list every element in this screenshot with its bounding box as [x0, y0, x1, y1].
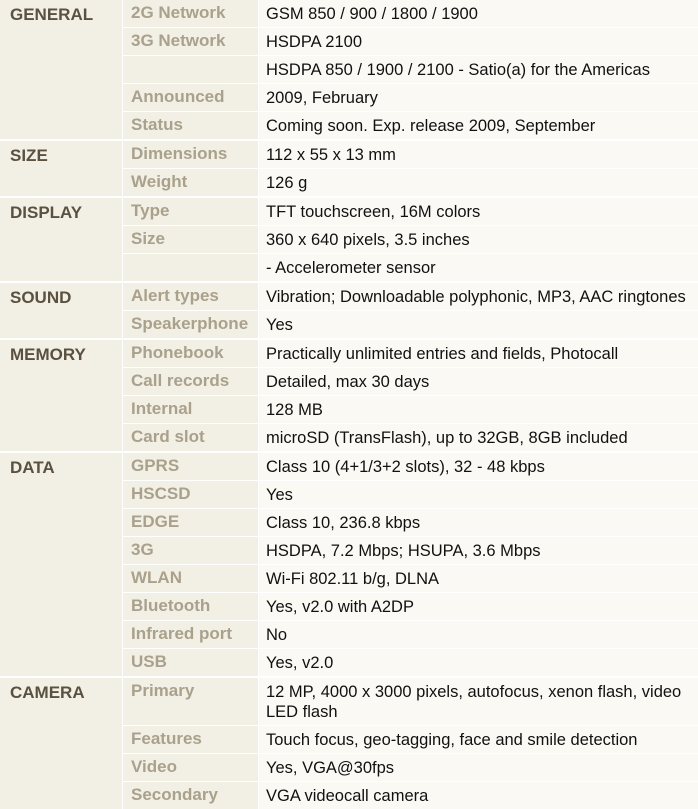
spec-value: 2009, February: [259, 84, 698, 111]
spec-label: Primary: [123, 678, 259, 725]
spec-rows: [123, 678, 698, 809]
spec-label: Size: [123, 226, 259, 253]
spec-row: [123, 83, 698, 111]
spec-rows: [123, 283, 698, 338]
spec-row: [123, 0, 698, 27]
category-label: GENERAL: [0, 0, 123, 139]
category-label: DISPLAY: [0, 198, 123, 281]
spec-row: [123, 27, 698, 55]
spec-value: HSDPA 850 / 1900 / 2100 - Satio(a) for the Americas: [259, 56, 698, 83]
spec-row: [123, 648, 698, 676]
spec-value: GSM 850 / 900 / 1800 / 1900: [259, 0, 698, 27]
spec-label: WLAN: [123, 565, 259, 592]
spec-row: [123, 340, 698, 367]
spec-label: Infrared port: [123, 621, 259, 648]
spec-group-general: [0, 0, 698, 139]
spec-value: Wi-Fi 802.11 b/g, DLNA: [259, 565, 698, 592]
spec-label: USB: [123, 649, 259, 676]
category-label: SIZE: [0, 141, 123, 196]
spec-label: Status: [123, 112, 259, 139]
spec-value: Yes: [259, 311, 698, 338]
spec-value: Yes, VGA@30fps: [259, 754, 698, 781]
spec-row: [123, 480, 698, 508]
spec-value: Class 10 (4+1/3+2 slots), 32 - 48 kbps: [259, 453, 698, 480]
spec-label: Phonebook: [123, 340, 259, 367]
spec-value: HSDPA, 7.2 Mbps; HSUPA, 3.6 Mbps: [259, 537, 698, 564]
spec-row: [123, 678, 698, 725]
spec-value: Practically unlimited entries and fields, Photocall: [259, 340, 698, 367]
spec-row: [123, 423, 698, 451]
spec-label: GPRS: [123, 453, 259, 480]
spec-rows: [123, 0, 698, 139]
spec-label: 3G: [123, 537, 259, 564]
spec-label: Features: [123, 726, 259, 753]
spec-row: [123, 225, 698, 253]
spec-label: Alert types: [123, 283, 259, 310]
spec-row: [123, 508, 698, 536]
spec-value: Yes, v2.0 with A2DP: [259, 593, 698, 620]
spec-value: Yes: [259, 481, 698, 508]
spec-row: [123, 753, 698, 781]
spec-label: 2G Network: [123, 0, 259, 27]
spec-group-memory: [0, 338, 698, 451]
spec-row: [123, 725, 698, 753]
spec-label: Announced: [123, 84, 259, 111]
spec-value: No: [259, 621, 698, 648]
spec-row: [123, 781, 698, 809]
spec-row: [123, 141, 698, 168]
spec-label: 3G Network: [123, 28, 259, 55]
spec-value: VGA videocall camera: [259, 782, 698, 809]
spec-label: Weight: [123, 169, 259, 196]
spec-value: Detailed, max 30 days: [259, 368, 698, 395]
spec-label: EDGE: [123, 509, 259, 536]
spec-label: Speakerphone: [123, 311, 259, 338]
spec-value: Yes, v2.0: [259, 649, 698, 676]
category-label: CAMERA: [0, 678, 123, 809]
spec-value: Coming soon. Exp. release 2009, September: [259, 112, 698, 139]
spec-row: [123, 536, 698, 564]
spec-group-camera: [0, 676, 698, 809]
spec-label: Internal: [123, 396, 259, 423]
spec-value: 112 x 55 x 13 mm: [259, 141, 698, 168]
spec-group-data: [0, 451, 698, 676]
spec-value: microSD (TransFlash), up to 32GB, 8GB included: [259, 424, 698, 451]
spec-value: Class 10, 236.8 kbps: [259, 509, 698, 536]
spec-label: Dimensions: [123, 141, 259, 168]
spec-row: [123, 620, 698, 648]
spec-label: Call records: [123, 368, 259, 395]
spec-value: 12 MP, 4000 x 3000 pixels, autofocus, xenon flash, video LED flash: [259, 678, 698, 725]
category-label: DATA: [0, 453, 123, 676]
spec-rows: [123, 198, 698, 281]
spec-row: [123, 367, 698, 395]
spec-value: Vibration; Downloadable polyphonic, MP3, AAC ringtones: [259, 283, 698, 310]
spec-rows: [123, 141, 698, 196]
spec-label: [123, 56, 259, 83]
spec-label: Bluetooth: [123, 593, 259, 620]
spec-label: Secondary: [123, 782, 259, 809]
spec-row: [123, 55, 698, 83]
spec-row: [123, 253, 698, 281]
spec-label: HSCSD: [123, 481, 259, 508]
spec-group-sound: [0, 281, 698, 338]
spec-value: 128 MB: [259, 396, 698, 423]
spec-rows: [123, 453, 698, 676]
spec-row: [123, 453, 698, 480]
spec-value: TFT touchscreen, 16M colors: [259, 198, 698, 225]
spec-row: [123, 592, 698, 620]
spec-group-size: [0, 139, 698, 196]
spec-row: [123, 564, 698, 592]
spec-row: [123, 395, 698, 423]
spec-value: 126 g: [259, 169, 698, 196]
spec-label: [123, 254, 259, 281]
spec-value: - Accelerometer sensor: [259, 254, 698, 281]
spec-row: [123, 283, 698, 310]
category-label: SOUND: [0, 283, 123, 338]
spec-row: [123, 111, 698, 139]
spec-row: [123, 198, 698, 225]
spec-label: Type: [123, 198, 259, 225]
spec-row: [123, 168, 698, 196]
spec-value: Touch focus, geo-tagging, face and smile detection: [259, 726, 698, 753]
spec-group-display: [0, 196, 698, 281]
spec-rows: [123, 340, 698, 451]
spec-label: Video: [123, 754, 259, 781]
spec-label: Card slot: [123, 424, 259, 451]
category-label: MEMORY: [0, 340, 123, 451]
spec-value: 360 x 640 pixels, 3.5 inches: [259, 226, 698, 253]
spec-value: HSDPA 2100: [259, 28, 698, 55]
spec-row: [123, 310, 698, 338]
